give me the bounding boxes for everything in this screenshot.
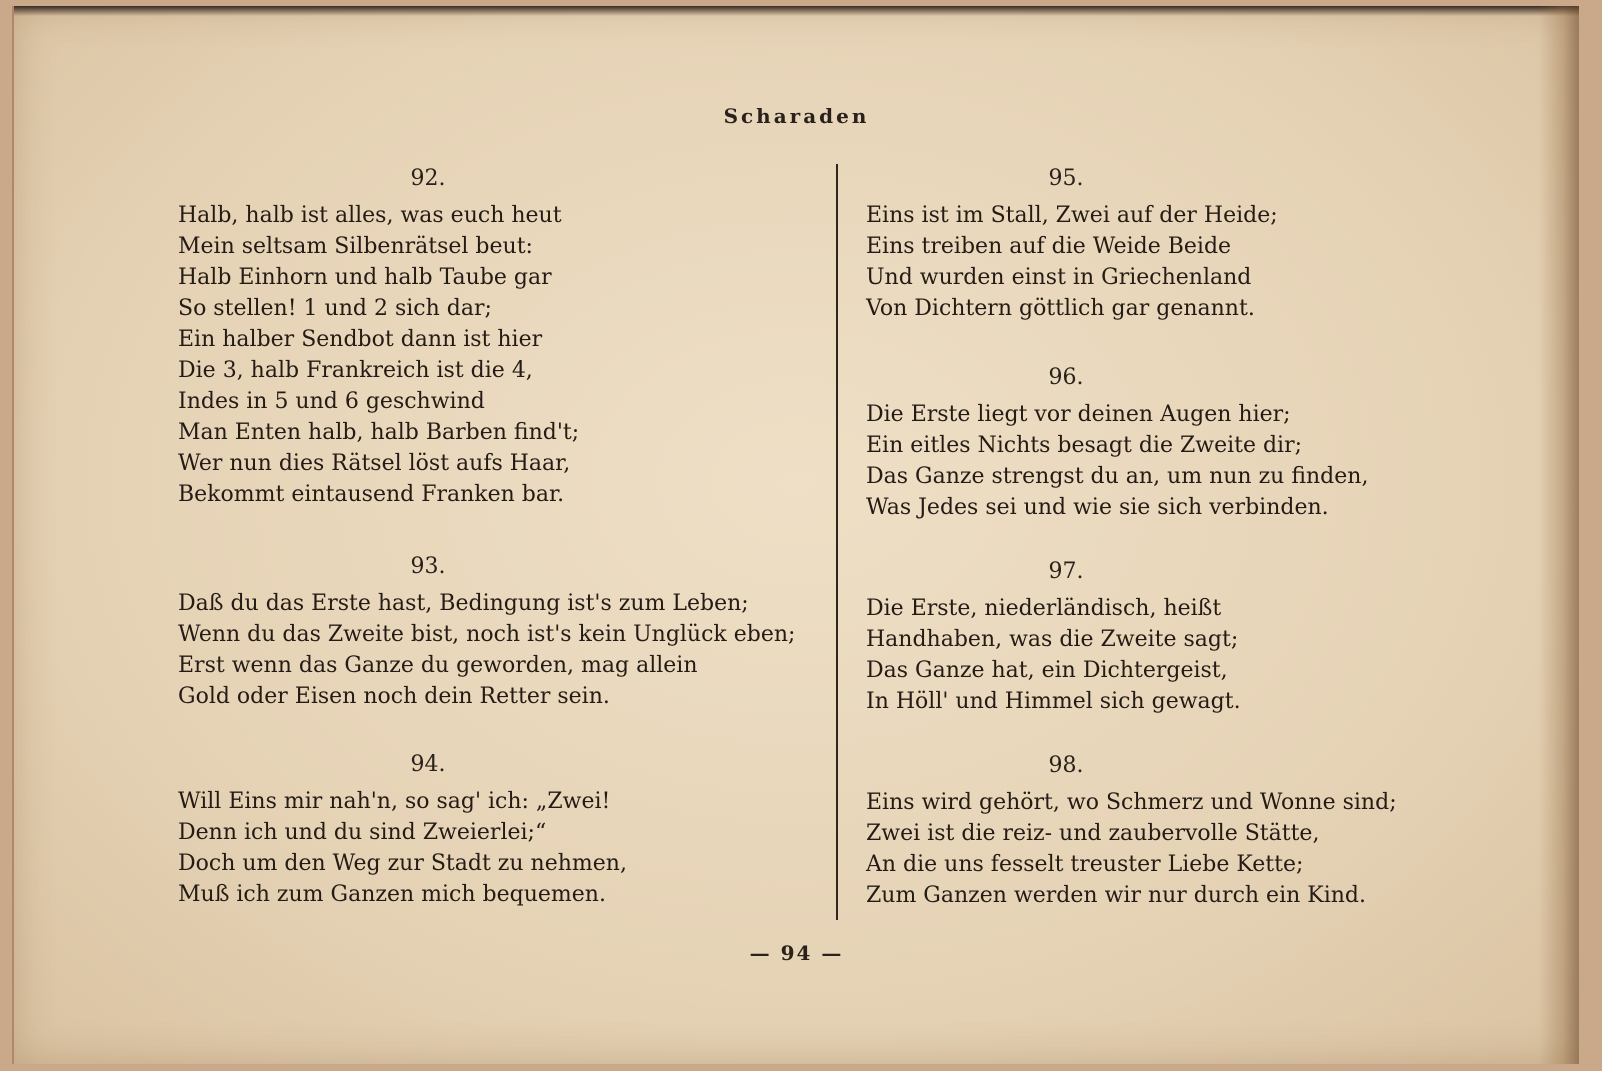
poem-line: Halb Einhorn und halb Taube gar [178, 265, 552, 290]
poem-line: Ein halber Sendbot dann ist hier [178, 327, 543, 352]
poem-line: Und wurden einst in Griechenland [866, 265, 1252, 290]
poem-line: Zwei ist die reiz- und zaubervolle Stätte, [866, 821, 1320, 846]
poem-line: Denn ich und du sind Zweierlei;“ [178, 820, 547, 845]
poem-line: Eins wird gehört, wo Schmerz und Wonne sind; [866, 790, 1397, 815]
column-divider [836, 164, 838, 920]
poem-line: Erst wenn das Ganze du geworden, mag allein [178, 653, 698, 678]
poem-line: Indes in 5 und 6 geschwind [178, 389, 485, 414]
poem-line: Zum Ganzen werden wir nur durch ein Kind. [866, 883, 1366, 908]
poem-number: 94. [410, 752, 446, 777]
poem-line: Halb, halb ist alles, was euch heut [178, 203, 562, 228]
poem-97 [866, 559, 1466, 717]
poem-number: 97. [1048, 559, 1084, 584]
poem-94 [178, 752, 778, 910]
poem-line: Mein seltsam Silbenrätsel beut: [178, 234, 533, 259]
poem-line: Ein eitles Nichts besagt die Zweite dir; [866, 433, 1303, 458]
poem-93 [178, 554, 796, 712]
poem-line: Das Ganze strengst du an, um nun zu finden, [866, 464, 1369, 489]
book-page [12, 6, 1579, 1064]
poem-line: Bekommt eintausend Franken bar. [178, 482, 565, 507]
poem-line: Die 3, halb Frankreich ist die 4, [178, 358, 533, 383]
poem-line: Doch um den Weg zur Stadt zu nehmen, [178, 851, 627, 876]
poem-line: Gold oder Eisen noch dein Retter sein. [178, 684, 610, 709]
poem-line: Die Erste, niederländisch, heißt [866, 596, 1222, 621]
poem-number: 98. [1048, 753, 1084, 778]
poem-number: 96. [1048, 365, 1084, 390]
poem-line: Eins ist im Stall, Zwei auf der Heide; [866, 203, 1278, 228]
poem-line: So stellen! 1 und 2 sich dar; [178, 296, 492, 321]
poem-line: Was Jedes sei und wie sie sich verbinden. [866, 495, 1329, 520]
poem-line: Will Eins mir nah'n, so sag' ich: „Zwei! [178, 789, 611, 814]
poem-line: Wenn du das Zweite bist, noch ist's kein Unglück eben; [178, 622, 796, 647]
poem-96 [866, 365, 1466, 523]
poem-number: 93. [410, 554, 446, 579]
poem-number: 95. [1048, 166, 1084, 191]
poem-92 [178, 166, 778, 510]
poem-line: Wer nun dies Rätsel löst aufs Haar, [178, 451, 571, 476]
poem-98 [866, 753, 1466, 911]
poem-line: Das Ganze hat, ein Dichtergeist, [866, 658, 1228, 683]
poem-line: An die uns fesselt treuster Liebe Kette; [866, 852, 1304, 877]
running-header: Scharaden [723, 104, 870, 128]
poem-line: Muß ich zum Ganzen mich bequemen. [178, 882, 606, 907]
poem-line: Handhaben, was die Zweite sagt; [866, 627, 1239, 652]
page-number: — 94 — [749, 941, 844, 965]
poem-line: Eins treiben auf die Weide Beide [866, 234, 1232, 259]
poem-line: Die Erste liegt vor deinen Augen hier; [866, 402, 1291, 427]
page-binding-edge [1539, 6, 1579, 1064]
poem-number: 92. [410, 166, 446, 191]
page-top-edge [14, 6, 1579, 16]
poem-line: In Höll' und Himmel sich gewagt. [866, 689, 1241, 714]
poem-line: Daß du das Erste hast, Bedingung ist's zum Leben; [178, 591, 749, 616]
poem-line: Man Enten halb, halb Barben find't; [178, 420, 580, 445]
poem-line: Von Dichtern göttlich gar genannt. [866, 296, 1255, 321]
poem-95 [866, 166, 1466, 324]
